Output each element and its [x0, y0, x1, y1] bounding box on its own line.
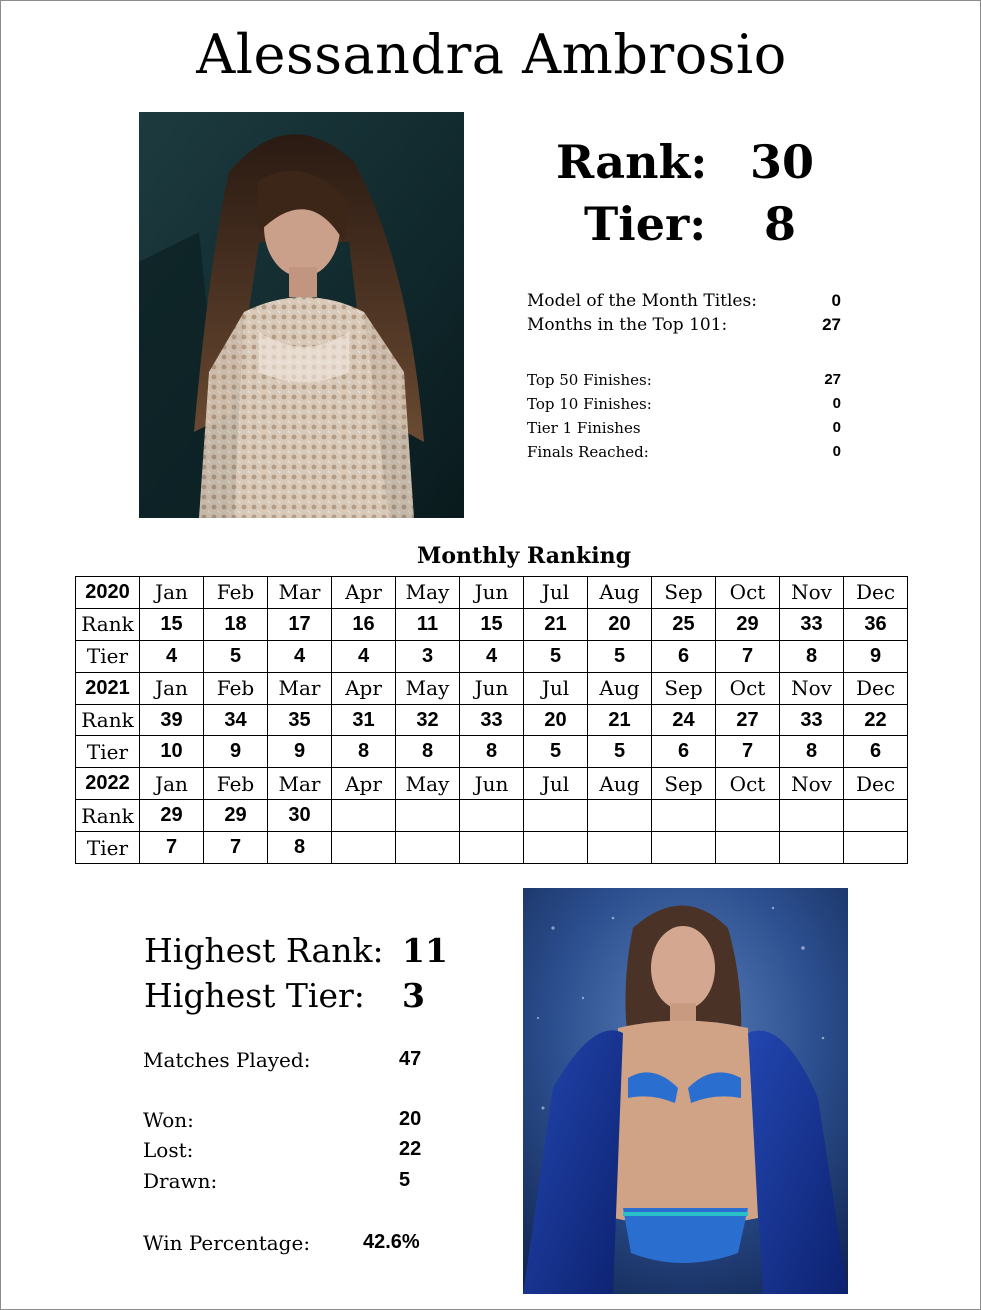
rank-cell — [524, 800, 588, 832]
month-cell: Mar — [268, 672, 332, 704]
month-cell: Apr — [332, 768, 396, 800]
month-cell: Jun — [460, 768, 524, 800]
matches-played-label: Matches Played: — [143, 1048, 311, 1072]
stat-label: Tier 1 Finishes — [527, 419, 641, 437]
tier-cell — [844, 832, 908, 864]
rank-cell — [780, 800, 844, 832]
year-cell: 2021 — [76, 672, 140, 704]
rank-row — [76, 800, 908, 832]
rank-cell: 20 — [588, 608, 652, 640]
matches-played-row — [143, 1048, 422, 1074]
current-tier-value: 8 — [764, 197, 797, 251]
tier-cell: 5 — [588, 640, 652, 672]
rank-cell: 18 — [204, 608, 268, 640]
win-percentage-value: 42.6% — [363, 1231, 420, 1253]
lost-label: Lost: — [143, 1138, 194, 1162]
rank-cell — [396, 800, 460, 832]
finish-stat-row — [527, 443, 841, 463]
month-cell: Nov — [780, 672, 844, 704]
tier-cell — [716, 832, 780, 864]
tier-cell: 7 — [140, 832, 204, 864]
rank-cell: 29 — [204, 800, 268, 832]
tier-cell: 5 — [588, 736, 652, 768]
month-cell: Jan — [140, 768, 204, 800]
month-cell: Oct — [716, 672, 780, 704]
tier-row — [76, 736, 908, 768]
stat-value: 27 — [822, 315, 841, 334]
rank-cell: 27 — [716, 704, 780, 736]
month-cell: Jul — [524, 672, 588, 704]
rank-cell: 20 — [524, 704, 588, 736]
stat-value: 0 — [832, 443, 841, 460]
month-cell: Aug — [588, 672, 652, 704]
highest-rank — [144, 931, 448, 970]
won-value: 20 — [399, 1108, 422, 1130]
rank-cell: 16 — [332, 608, 396, 640]
win-percentage-row — [143, 1231, 420, 1257]
tier-cell: 6 — [652, 736, 716, 768]
rank-cell: 36 — [844, 608, 908, 640]
rank-cell: 17 — [268, 608, 332, 640]
tier-cell: 5 — [524, 736, 588, 768]
month-cell: May — [396, 672, 460, 704]
month-cell: Apr — [332, 672, 396, 704]
rank-cell — [460, 800, 524, 832]
highest-tier-label: Highest Tier: — [144, 976, 365, 1015]
month-cell: May — [396, 768, 460, 800]
rank-row — [76, 608, 908, 640]
tier-row — [76, 640, 908, 672]
tier-cell: 5 — [204, 640, 268, 672]
tier-cell: 8 — [332, 736, 396, 768]
tier-cell: 8 — [268, 832, 332, 864]
rank-cell — [652, 800, 716, 832]
rank-cell — [716, 800, 780, 832]
rank-cell: 33 — [780, 608, 844, 640]
current-rank-label: Rank: — [556, 135, 708, 189]
month-cell: Sep — [652, 672, 716, 704]
tier-cell: 8 — [460, 736, 524, 768]
month-cell: Oct — [716, 768, 780, 800]
rank-cell — [332, 800, 396, 832]
current-rank — [556, 135, 816, 191]
swimwear-photo — [523, 888, 848, 1294]
rank-cell: 25 — [652, 608, 716, 640]
tier-cell: 6 — [652, 640, 716, 672]
tier-cell: 9 — [204, 736, 268, 768]
won-row — [143, 1108, 422, 1134]
month-cell: Nov — [780, 577, 844, 609]
month-cell: Nov — [780, 768, 844, 800]
monthly-ranking-table — [75, 576, 908, 864]
won-label: Won: — [143, 1108, 194, 1132]
stat-label: Model of the Month Titles: — [527, 291, 757, 311]
rank-cell: 22 — [844, 704, 908, 736]
stat-value: 0 — [832, 419, 841, 436]
month-cell: Jun — [460, 577, 524, 609]
model-name: Alessandra Ambrosio — [196, 23, 787, 86]
monthly-ranking-title: Monthly Ranking — [417, 543, 631, 569]
tier-cell: 6 — [844, 736, 908, 768]
month-cell: Sep — [652, 577, 716, 609]
current-rank-value: 30 — [750, 135, 815, 189]
month-cell: May — [396, 577, 460, 609]
drawn-row — [143, 1169, 411, 1195]
finish-stat-row — [527, 419, 841, 439]
stat-label: Months in the Top 101: — [527, 315, 728, 335]
rank-cell: 29 — [140, 800, 204, 832]
rank-cell — [844, 800, 908, 832]
rank-cell: 32 — [396, 704, 460, 736]
month-cell: Apr — [332, 577, 396, 609]
rank-cell: 24 — [652, 704, 716, 736]
title-stat-row — [527, 291, 841, 313]
year-cell: 2022 — [76, 768, 140, 800]
rank-cell: 21 — [524, 608, 588, 640]
highest-rank-value: 11 — [402, 931, 448, 970]
rank-cell: 21 — [588, 704, 652, 736]
month-cell: Jan — [140, 577, 204, 609]
month-cell: Jun — [460, 672, 524, 704]
tier-cell — [588, 832, 652, 864]
current-tier-label: Tier: — [584, 197, 707, 251]
rank-row — [76, 704, 908, 736]
month-cell: Dec — [844, 672, 908, 704]
month-cell: Aug — [588, 768, 652, 800]
month-cell: Jul — [524, 577, 588, 609]
tier-cell: 7 — [716, 640, 780, 672]
month-cell: Oct — [716, 577, 780, 609]
month-cell: Feb — [204, 577, 268, 609]
month-cell: Mar — [268, 577, 332, 609]
lost-value: 22 — [399, 1138, 422, 1160]
stat-value: 27 — [824, 371, 841, 388]
win-percentage-label: Win Percentage: — [143, 1231, 311, 1255]
tier-cell: 4 — [332, 640, 396, 672]
month-cell: Dec — [844, 577, 908, 609]
rank-cell: 31 — [332, 704, 396, 736]
month-cell: Jul — [524, 768, 588, 800]
rank-cell: 29 — [716, 608, 780, 640]
month-cell: Jan — [140, 672, 204, 704]
year-header-row — [76, 768, 908, 800]
tier-cell — [524, 832, 588, 864]
tier-cell — [460, 832, 524, 864]
tier-cell: 8 — [780, 736, 844, 768]
month-cell: Mar — [268, 768, 332, 800]
rank-cell: 11 — [396, 608, 460, 640]
finish-stat-row — [527, 395, 841, 415]
highest-rank-label: Highest Rank: — [144, 931, 384, 970]
tier-cell: 7 — [716, 736, 780, 768]
rank-cell: 33 — [780, 704, 844, 736]
tier-cell: 9 — [268, 736, 332, 768]
portrait-photo-lace-dress — [139, 112, 464, 518]
row-label-cell: Tier — [76, 736, 140, 768]
tier-cell — [652, 832, 716, 864]
tier-cell: 4 — [460, 640, 524, 672]
rank-cell: 30 — [268, 800, 332, 832]
tier-cell: 7 — [204, 832, 268, 864]
stat-value: 0 — [831, 291, 841, 310]
year-header-row — [76, 577, 908, 609]
finish-stat-row — [527, 371, 841, 391]
drawn-label: Drawn: — [143, 1169, 218, 1193]
month-cell: Feb — [204, 672, 268, 704]
tier-cell: 3 — [396, 640, 460, 672]
tier-cell — [332, 832, 396, 864]
rank-cell: 15 — [140, 608, 204, 640]
tier-row — [76, 832, 908, 864]
highest-tier — [144, 976, 425, 1015]
row-label-cell: Rank — [76, 608, 140, 640]
rank-cell — [588, 800, 652, 832]
rank-cell: 34 — [204, 704, 268, 736]
month-cell: Dec — [844, 768, 908, 800]
tier-cell: 10 — [140, 736, 204, 768]
row-label-cell: Rank — [76, 704, 140, 736]
month-cell: Sep — [652, 768, 716, 800]
rank-cell: 33 — [460, 704, 524, 736]
rank-cell: 39 — [140, 704, 204, 736]
stat-value: 0 — [832, 395, 841, 412]
matches-played-value: 47 — [399, 1048, 422, 1070]
rank-cell: 15 — [460, 608, 524, 640]
row-label-cell: Tier — [76, 640, 140, 672]
stat-label: Top 10 Finishes: — [527, 395, 652, 413]
rank-cell: 35 — [268, 704, 332, 736]
drawn-value: 5 — [399, 1169, 411, 1191]
tier-cell — [780, 832, 844, 864]
tier-cell: 4 — [140, 640, 204, 672]
month-cell: Feb — [204, 768, 268, 800]
tier-cell — [396, 832, 460, 864]
tier-cell: 8 — [780, 640, 844, 672]
lost-row — [143, 1138, 422, 1164]
current-tier — [584, 197, 814, 253]
tier-cell: 4 — [268, 640, 332, 672]
tier-cell: 5 — [524, 640, 588, 672]
year-header-row — [76, 672, 908, 704]
highest-tier-value: 3 — [402, 976, 425, 1015]
title-stat-row — [527, 315, 841, 337]
year-cell: 2020 — [76, 577, 140, 609]
tier-cell: 8 — [396, 736, 460, 768]
row-label-cell: Rank — [76, 800, 140, 832]
stat-label: Finals Reached: — [527, 443, 649, 461]
stat-label: Top 50 Finishes: — [527, 371, 652, 389]
month-cell: Aug — [588, 577, 652, 609]
row-label-cell: Tier — [76, 832, 140, 864]
tier-cell: 9 — [844, 640, 908, 672]
